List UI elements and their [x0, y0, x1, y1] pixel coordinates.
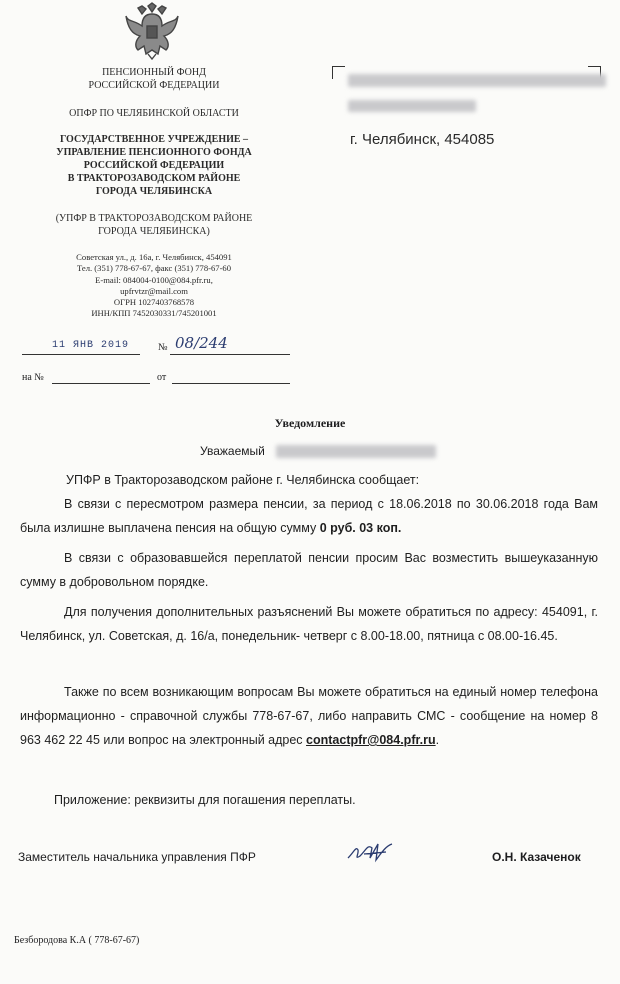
fund-name: [40, 66, 268, 92]
handwritten-signature-icon: [346, 838, 406, 864]
intro-line: УПФР в Тракторозаводском районе г. Челябинска сообщает:: [66, 473, 420, 487]
coat-of-arms-emblem-icon: [124, 2, 180, 60]
notice-title: Уведомление: [274, 416, 346, 430]
address-corner-top-left: [332, 66, 345, 79]
institution-line-3: РОССИЙСКОЙ ФЕДЕРАЦИИ: [83, 160, 225, 171]
greeting: [200, 444, 265, 458]
institution-abbreviation: [40, 212, 268, 238]
signer-name: О.Н. Казаченок: [492, 850, 581, 864]
fund-line-1: ПЕНСИОННЫЙ ФОНД: [102, 67, 206, 78]
date-line: [22, 354, 140, 355]
abbreviation-line-1: (УПФР В ТРАКТОРОЗАВОДСКОМ РАЙОНЕ: [55, 213, 253, 224]
institution-line-4: В ТРАКТОРОЗАВОДСКОМ РАЙОНЕ: [67, 173, 241, 184]
office-email-2: upfrvtzr@mail.com: [120, 285, 188, 296]
abbreviation-line-2: ГОРОДА ЧЕЛЯБИНСКА): [98, 226, 210, 237]
reference-number-line: [52, 383, 150, 384]
fund-line-2: РОССИЙСКОЙ ФЕДЕРАЦИИ: [88, 80, 220, 91]
ogrn: ОГРН 1027403768578: [113, 297, 195, 308]
institution-line-5: ГОРОДА ЧЕЛЯБИНСКА: [95, 186, 213, 197]
overpayment-amount: 0 руб. 03 коп.: [319, 521, 402, 535]
outgoing-date-stamp: 11 ЯНВ 2019: [52, 340, 130, 351]
reference-date-label: от: [157, 372, 167, 383]
paragraph-overpayment: [20, 492, 598, 540]
greeting-word: Уважаемый: [200, 444, 265, 458]
hotline-text: Также по всем возникающим вопросам Вы можете обратиться на единый номер телефона информационно - справочной службы 778-67-67, либо направить СМС - сообщение на номер 8 963 462 22 45 или вопрос на электронный адрес: [20, 685, 598, 747]
office-phone: Тел. (351) 778-67-67, факс (351) 778-67-60: [76, 263, 232, 274]
signer-position: Заместитель начальника управления ПФР: [18, 850, 256, 864]
office-address: Советская ул., д. 16а, г. Челябинск, 454091: [76, 252, 232, 262]
outgoing-number-label: №: [158, 342, 168, 353]
paragraph-refund-request: В связи с образовавшейся переплатой пенсии просим Вас возместить вышеуказанную сумму в добровольном порядке.: [20, 551, 598, 589]
redacted-recipient-name: [348, 74, 606, 87]
redacted-recipient-greeting-name: [276, 445, 436, 458]
office-email: E-mail: 084004-0100@084.pfr.ru,: [95, 274, 213, 285]
institution-line-1: ГОСУДАРСТВЕННОЕ УЧРЕЖДЕНИЕ –: [59, 134, 249, 145]
inn-kpp: ИНН/КПП 7452030331/745201001: [91, 308, 217, 319]
number-line: [170, 354, 290, 355]
executor-info: Безбородова К.А ( 778-67-67): [14, 935, 140, 946]
paragraph-contact-address: Для получения дополнительных разъяснений Вы можете обратиться по адресу: 454091, г. Челябинск, ул. Советская, д. 16/а, понедельник- четверг с 8.00-18.00, пятница с 08.00-16.45.: [20, 605, 598, 643]
branch-name: ОПФР ПО ЧЕЛЯБИНСКОЙ ОБЛАСТИ: [69, 108, 239, 119]
redacted-recipient-street: [348, 100, 476, 112]
outgoing-number: 08/244: [175, 334, 228, 352]
overpayment-text: В связи с пересмотром размера пенсии, за период с 18.06.2018 по 30.06.2018 года Вам была излишне выплачена пенсия на общую сумму: [20, 497, 598, 535]
recipient-city: г. Челябинск, 454085: [350, 131, 495, 148]
reference-date-line: [172, 383, 290, 384]
attachment-note: Приложение: реквизиты для погашения переплаты.: [54, 793, 356, 807]
contact-details: [40, 252, 268, 320]
institution-name: [40, 133, 268, 198]
institution-line-2: УПРАВЛЕНИЕ ПЕНСИОННОГО ФОНДА: [56, 147, 252, 158]
hotline-end: .: [435, 733, 440, 747]
reference-number-label: на №: [22, 372, 44, 383]
paragraph-hotline: [20, 680, 598, 752]
contact-email-link[interactable]: contactpfr@084.pfr.ru: [306, 733, 436, 747]
